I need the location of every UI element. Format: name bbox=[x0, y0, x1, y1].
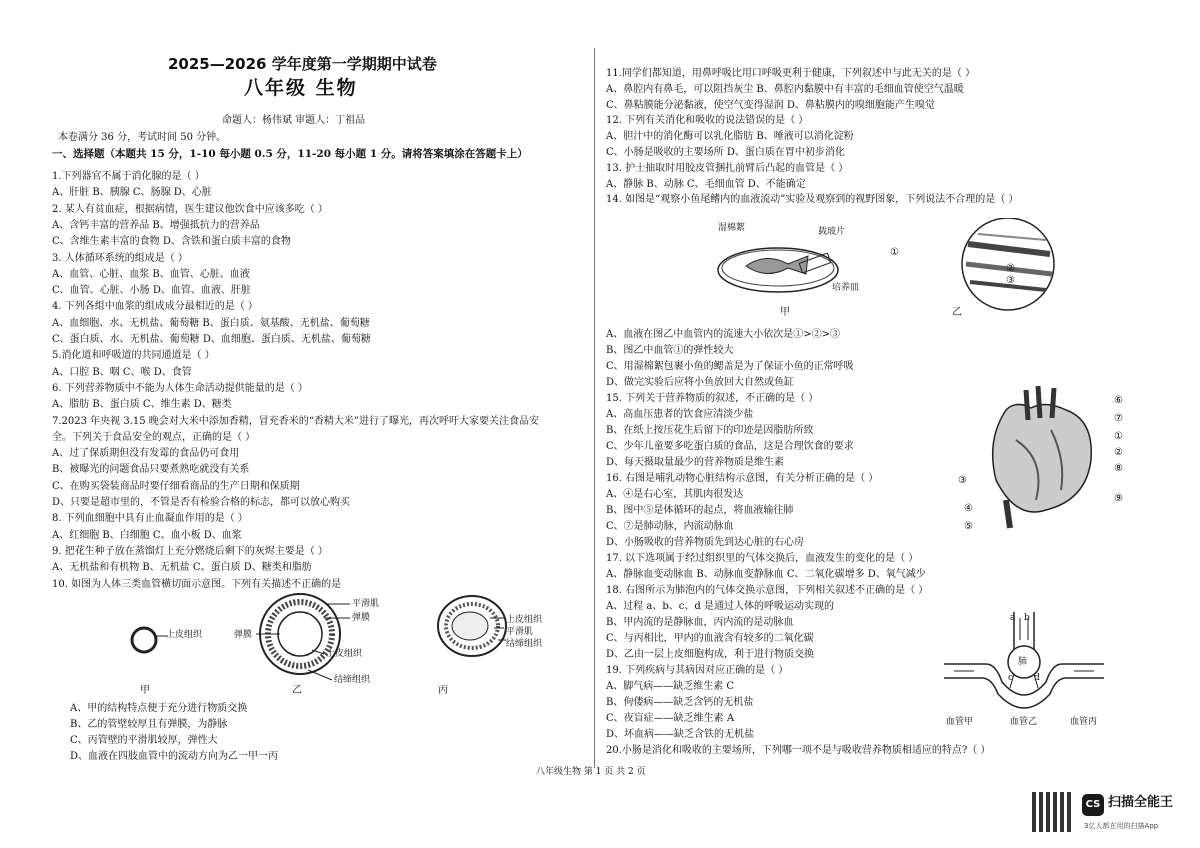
question-line: C、丙管壁的平滑肌较厚，弹性大 bbox=[70, 735, 218, 746]
question-line: A、脂肪 B、蛋白质 C、维生素 D、糖类 bbox=[52, 399, 232, 411]
question-line: B、图乙中血管①的弹性较大 bbox=[606, 345, 734, 356]
question-line: B、图中⑤是体循环的起点，将血液输往肺 bbox=[606, 505, 794, 516]
authors-line: 命题人：杨伟斌 审题人：丁祖品 bbox=[222, 115, 366, 126]
label-d: d bbox=[1034, 673, 1040, 683]
question-line: C、血管、心脏、小肠 D、血管、血液、肝脏 bbox=[52, 285, 251, 297]
heart-label: ④ bbox=[964, 503, 973, 514]
question-line: A、红细胞 B、白细胞 C、血小板 D、血浆 bbox=[52, 529, 242, 541]
question-line: 20.小肠是消化和吸收的主要场所，下列哪一项不是与吸收营养物质相适应的特点?（ ） bbox=[606, 745, 991, 756]
heart-label: ⑧ bbox=[1114, 463, 1123, 474]
label-connective-yi: 结缔组织 bbox=[334, 675, 371, 685]
question-line: A、④是右心室，其肌肉很发达 bbox=[606, 489, 744, 500]
question-line: 12. 下列有关消化和吸收的说法错误的是（ ） bbox=[606, 115, 809, 127]
question-line: A、过了保质期但没有发霉的食品仍可食用 bbox=[52, 448, 240, 460]
question-line: D、小肠吸收的营养物质先到达心脏的右心房 bbox=[606, 537, 805, 548]
label-c: c bbox=[1008, 673, 1014, 683]
question-line: A、血管、心脏、血浆 B、血管、心脏、血液 bbox=[52, 268, 250, 280]
question-line: A、无机盐和有机物 B、无机盐 C、蛋白质 D、糖类和脂肪 bbox=[52, 562, 312, 574]
heart-label: ③ bbox=[958, 475, 967, 486]
label-vessel-yi: 血管乙 bbox=[1010, 717, 1038, 727]
label-elastic-left: 弹膜 bbox=[234, 630, 253, 640]
question-line: C、夜盲症——缺乏维生素 A bbox=[606, 713, 735, 724]
question-line: D、坏血病——缺乏含铁的无机盐 bbox=[606, 729, 755, 740]
question-line: A、甲的结构特点便于充分进行物质交换 bbox=[70, 703, 248, 714]
label-slide: 载玻片 bbox=[818, 227, 846, 237]
question-line: A、含钙丰富的营养品 B、增强抵抗力的营养品 bbox=[52, 219, 260, 231]
question-line: 16. 右图是哺乳动物心脏结构示意图，有关分析正确的是（ ） bbox=[606, 473, 879, 484]
exam-title: 2025—2026 学年度第一学期期中试卷 bbox=[168, 55, 437, 73]
question-line: 全。下列关于食品安全的观点，正确的是（ ） bbox=[52, 431, 256, 443]
question-line: 11.同学们都知道，用鼻呼吸比用口呼吸更利于健康，下列叙述中与此无关的是（ ） bbox=[606, 68, 976, 79]
question-line: 18. 右图所示为肺泡内的气体交换示意图，下列相关叙述不正确的是（ ） bbox=[606, 585, 929, 596]
question-line: C、与丙相比，甲内的血液含有较多的二氧化碳 bbox=[606, 633, 814, 644]
question-line: A、鼻腔内有鼻毛，可以阻挡灰尘 B、鼻腔内黏膜中有丰富的毛细血管使空气温暖 bbox=[606, 83, 964, 95]
capillary-shape bbox=[132, 628, 156, 652]
question-line: 9. 把花生种子放在蒸馏灯上充分燃烧后剩下的灰烬主要是（ ） bbox=[52, 545, 328, 557]
question-line: C、用湿棉絮包裹小鱼的鳃盖是为了保证小鱼的正常呼吸 bbox=[606, 361, 854, 372]
label-b: b bbox=[1024, 613, 1030, 623]
question-line: A、静脉血变动脉血 B、动脉血变静脉血 C、二氧化碳增多 D、氧气减少 bbox=[606, 569, 926, 580]
question-line: A、胆汁中的消化酶可以乳化脂肪 B、唾液可以消化淀粉 bbox=[606, 131, 854, 143]
label-connective-bing: 结缔组织 bbox=[506, 639, 543, 649]
question-line: 5.消化道和呼吸道的共同通道是（ ） bbox=[52, 350, 215, 362]
label-vessel-jia: 血管甲 bbox=[946, 717, 974, 727]
scanner-watermark bbox=[1028, 792, 1188, 840]
label-jia: 甲 bbox=[140, 685, 150, 696]
label-lung: 肺 bbox=[1018, 657, 1028, 667]
question-line: A、脚气病——缺乏维生素 C bbox=[606, 681, 735, 692]
question-line: C、蛋白质、水、无机盐、葡萄糖 D、血细胞、蛋白质、无机盐、葡萄糖 bbox=[52, 334, 371, 345]
question-line: A、肝脏 B、胰腺 C、肠腺 D、心脏 bbox=[52, 187, 212, 199]
label-cotton: 湿棉絮 bbox=[718, 223, 746, 233]
label-epithelium-yi: 上皮组织 bbox=[326, 649, 363, 659]
label-vessel-bing: 血管丙 bbox=[1070, 717, 1098, 727]
question-line: D、只要是超市里的，不管是否有检验合格的标志，都可以放心购买 bbox=[52, 497, 351, 508]
question-line: 8. 下列血细胞中具有止血凝血作用的是（ ） bbox=[52, 513, 248, 525]
question-line: A、高血压患者的饮食应清淡少盐 bbox=[606, 409, 754, 420]
question-line: C、小肠是吸收的主要场所 D、蛋白质在胃中初步消化 bbox=[606, 147, 845, 158]
question-line: D、做完实验后应将小鱼放回大自然或鱼缸 bbox=[606, 377, 795, 388]
question-line: B、乙的管壁较厚且有弹膜，为静脉 bbox=[70, 719, 228, 730]
heart-label: ② bbox=[1114, 447, 1123, 458]
label-smooth-yi: 平滑肌 bbox=[352, 599, 380, 609]
label-yi: 乙 bbox=[292, 685, 302, 696]
label-fish-n1: ① bbox=[890, 247, 899, 258]
label-dish: 培养皿 bbox=[832, 283, 860, 293]
question-line: 10. 如图为人体三类血管横切面示意图。下列有关描述不正确的是 bbox=[52, 578, 342, 590]
question-line: C、⑦是肺动脉，内流动脉血 bbox=[606, 521, 734, 532]
question-line: 15. 下列关于营养物质的叙述，不正确的是（ ） bbox=[606, 393, 819, 404]
label-epithelium-jia: 上皮组织 bbox=[166, 630, 203, 640]
label-fish-n2: ② bbox=[1006, 263, 1015, 274]
question-line: A、口腔 B、咽 C、喉 D、食管 bbox=[52, 366, 192, 378]
question-line: 1.下列器官不属于消化腺的是（ ） bbox=[52, 171, 205, 182]
section-heading: 一、选择题（本题共 15 分，1-10 每小题 0.5 分，11-20 每小题 1 分。请将答案填涂在答题卡上） bbox=[52, 148, 528, 160]
label-fish-jia: 甲 bbox=[780, 307, 790, 318]
question-line: C、含维生素丰富的食物 D、含铁和蛋白质丰富的食物 bbox=[52, 236, 291, 248]
question-line: 4. 下列各组中血浆的组成成分最相近的是（ ） bbox=[52, 301, 258, 313]
question-line: C、在购买袋装商品时要仔细看商品的生产日期和保质期 bbox=[52, 480, 300, 492]
column-divider bbox=[594, 48, 595, 768]
heart-diagram bbox=[976, 380, 1106, 530]
question-line: 19. 下列疾病与其病因对应正确的是（ ） bbox=[606, 665, 789, 676]
question-line: A、血细胞、水、无机盐、葡萄糖 B、蛋白质、氨基酸、无机盐、葡萄糖 bbox=[52, 317, 370, 329]
label-elastic-yi: 弹膜 bbox=[352, 613, 371, 623]
heart-label: ⑤ bbox=[964, 521, 973, 532]
score-note: 本卷满分 36 分，考试时间 50 分钟。 bbox=[58, 132, 227, 143]
question-line: 6. 下列营养物质中不能为人体生命活动提供能量的是（ ） bbox=[52, 382, 308, 394]
scanner-tagline: 3亿人都在用的扫描App bbox=[1084, 822, 1159, 830]
fish-experiment-diagram bbox=[716, 218, 1056, 318]
question-line: A、过程 a、b、c、d 是通过人体的呼吸运动实现的 bbox=[606, 601, 834, 612]
question-line: D、每天摄取量最少的营养物质是维生素 bbox=[606, 457, 785, 468]
label-a: a bbox=[1010, 613, 1016, 623]
label-epithelium-bing: 上皮组织 bbox=[506, 615, 543, 625]
label-bing: 丙 bbox=[438, 685, 448, 696]
question-line: C、少年儿童要多吃蛋白质的食品，这是合理饮食的要求 bbox=[606, 441, 854, 452]
question-line: 13. 护士抽取时用胶皮管捆扎前臂后凸起的血管是（ ） bbox=[606, 162, 849, 174]
question-line: B、在纸上按压花生后留下的印迹是因脂肪所致 bbox=[606, 425, 814, 436]
heart-label: ① bbox=[1114, 431, 1123, 442]
question-line: B、甲内流的是静脉血，丙内流的是动脉血 bbox=[606, 617, 794, 628]
exam-subtitle: 八年级 生物 bbox=[244, 77, 358, 99]
question-line: C、鼻粘膜能分泌黏液，使空气变得湿润 D、鼻粘膜内的嗅细胞能产生嗅觉 bbox=[606, 99, 935, 111]
question-line: 7.2023 年央视 3.15 晚会对大米中添加香精，冒充香米的“香精大米”进行了曝光，再次呼吁大家要关注食品安 bbox=[52, 415, 540, 427]
question-line: D、血液在四肢血管中的流动方向为乙一甲一丙 bbox=[70, 751, 279, 762]
scanner-name: 扫描全能王 bbox=[1108, 795, 1174, 810]
question-line: A、血液在图乙中血管内的流速大小依次是①>②>③ bbox=[606, 329, 840, 340]
cs-logo-icon: CS bbox=[1082, 794, 1104, 816]
question-line: A、静脉 B、动脉 C、毛细血管 D、不能确定 bbox=[606, 178, 806, 190]
heart-label: ⑨ bbox=[1114, 493, 1123, 504]
heart-label: ⑥ bbox=[1114, 395, 1123, 406]
question-line: 17. 以下选项属于经过组织里的气体交换后，血液发生的变化的是（ ） bbox=[606, 553, 919, 564]
page-footer: 八年级生物 第 1 页 共 2 页 bbox=[536, 767, 646, 777]
question-line: 14. 如图是“观察小鱼尾鳍内的血液流动”实验及观察到的视野图象，下列说法不合理的是（ ） bbox=[606, 194, 1019, 206]
label-fish-n3: ③ bbox=[1006, 275, 1015, 286]
question-line: 2. 某人有贫血症，根据病情，医生建议他饮食中应该多吃（ ） bbox=[52, 203, 328, 215]
question-line: D、乙由一层上皮细胞构成，利于进行物质交换 bbox=[606, 649, 815, 660]
heart-label: ⑦ bbox=[1114, 413, 1123, 424]
label-smooth-bing: 平滑肌 bbox=[506, 627, 534, 637]
question-line: B、佝偻病——缺乏含钙的无机盐 bbox=[606, 697, 754, 708]
label-fish-yi: 乙 bbox=[952, 307, 962, 318]
question-line: 3. 人体循环系统的组成是（ ） bbox=[52, 252, 188, 264]
qr-code-icon bbox=[1032, 792, 1072, 832]
vessel-diagram bbox=[112, 590, 532, 700]
question-line: B、被曝光的问题食品只要煮熟吃就没有关系 bbox=[52, 464, 250, 476]
